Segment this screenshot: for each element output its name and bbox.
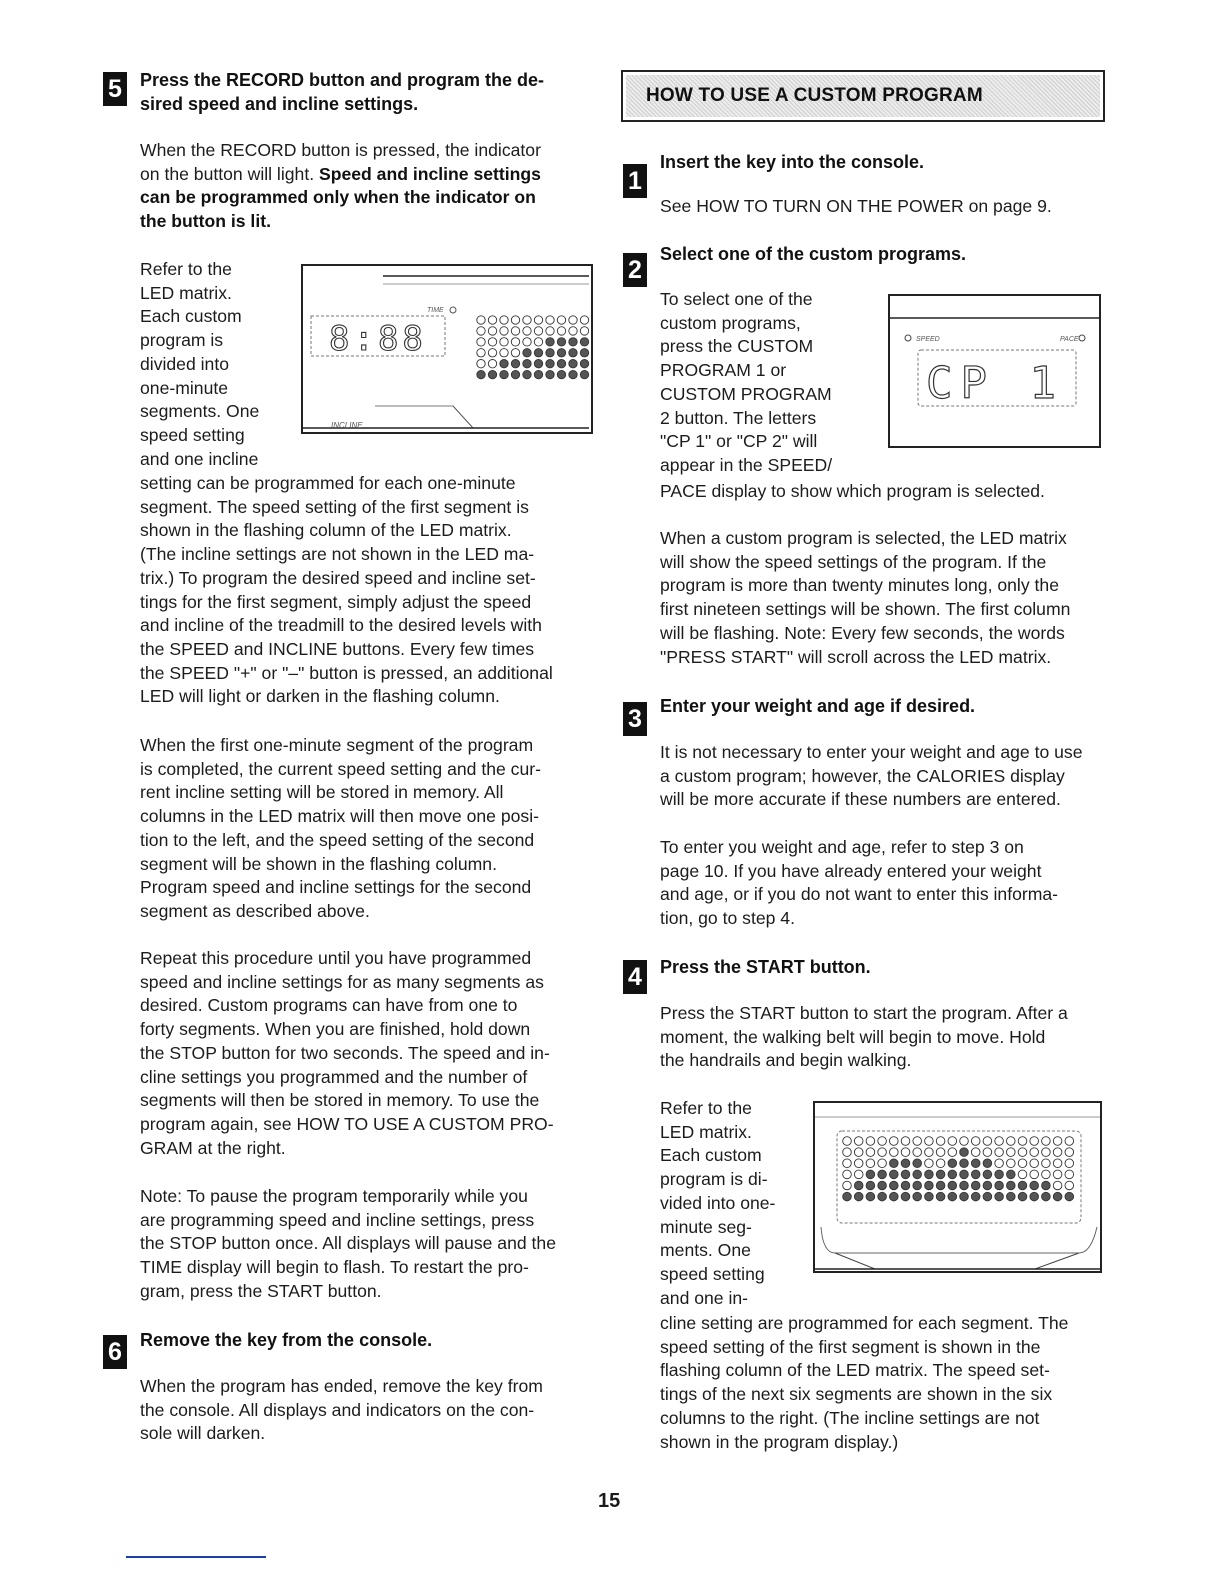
led-matrix-small xyxy=(477,316,589,379)
led-dot xyxy=(843,1148,852,1157)
led-dot xyxy=(1018,1148,1027,1157)
led-dot xyxy=(890,1137,899,1146)
led-dot xyxy=(580,316,588,324)
led-dot xyxy=(948,1192,957,1201)
led-dot xyxy=(534,338,542,346)
led-dot xyxy=(925,1148,934,1157)
led-dot xyxy=(1030,1170,1039,1179)
led-dot xyxy=(488,370,496,378)
led-dot xyxy=(1007,1181,1016,1190)
led-dot xyxy=(901,1137,910,1146)
led-dot xyxy=(901,1192,910,1201)
led-dot xyxy=(843,1192,852,1201)
led-dot xyxy=(580,360,588,368)
led-dot xyxy=(477,327,485,335)
led-dot xyxy=(960,1159,969,1168)
led-dot xyxy=(534,316,542,324)
led-dot xyxy=(534,370,542,378)
step-5-float-text: Refer to the LED matrix. Each custom program is divided into one-minute segments. One speed setting and one incline xyxy=(140,259,260,469)
led-dot xyxy=(569,316,577,324)
led-dot xyxy=(971,1170,980,1179)
led-dot xyxy=(523,370,531,378)
led-dot xyxy=(866,1137,875,1146)
console-illustration xyxy=(303,266,591,432)
led-dot xyxy=(995,1137,1004,1146)
led-dot xyxy=(901,1181,910,1190)
led-dot xyxy=(890,1192,899,1201)
led-dot xyxy=(878,1181,887,1190)
led-dot xyxy=(983,1192,992,1201)
led-dot xyxy=(500,327,508,335)
led-dot xyxy=(925,1181,934,1190)
led-dot xyxy=(1030,1137,1039,1146)
led-dot xyxy=(1042,1137,1051,1146)
led-dot xyxy=(546,370,554,378)
step-3-title: Enter your weight and age if desired. xyxy=(660,696,976,716)
step-4-float-text: Refer to the LED matrix. Each custom program is di- vided into one- minute seg- ments. One speed setting and one in- xyxy=(660,1098,776,1308)
led-dot xyxy=(854,1137,863,1146)
led-dot xyxy=(843,1137,852,1146)
led-dot xyxy=(1007,1148,1016,1157)
led-dot xyxy=(580,349,588,357)
led-dot xyxy=(1018,1159,1027,1168)
step-5-badge: 5 xyxy=(103,72,127,106)
led-dot xyxy=(500,316,508,324)
led-dot xyxy=(913,1192,922,1201)
led-dot xyxy=(995,1148,1004,1157)
step-2-paragraph-2: When a custom program is selected, the LED matrix will show the speed settings of the program. If the program is more than twenty minutes long, only the first nineteen settings will be shown. The first column will be flashing. Note: Every few seconds, the words "PRESS START" will scroll across the LED matrix. xyxy=(660,528,1071,667)
step-6-title: Remove the key from the console. xyxy=(140,1330,433,1350)
step-5-paragraph-4: Repeat this procedure until you have programmed speed and incline settings for as many segments as desired. Custom programs can have from one to forty segments. When you are finished, hold down the STOP button for two seconds. The speed and in- cline settings you programmed and the number of segments will then be stored in memory. To use the program again, see HOW TO USE A CUSTOM PRO- GRAM at the right. xyxy=(140,948,554,1158)
led-dot xyxy=(866,1192,875,1201)
led-dot xyxy=(995,1170,1004,1179)
led-dot xyxy=(948,1148,957,1157)
led-dot xyxy=(1018,1181,1027,1190)
led-dot xyxy=(1042,1159,1051,1168)
led-dot xyxy=(983,1181,992,1190)
led-dot xyxy=(936,1170,945,1179)
step-1-paragraph: See HOW TO TURN ON THE POWER on page 9. xyxy=(660,196,1052,216)
led-matrix-figure-program xyxy=(813,1101,1102,1273)
led-dot xyxy=(511,327,519,335)
led-dot xyxy=(511,360,519,368)
led-dot xyxy=(925,1192,934,1201)
led-dot xyxy=(866,1148,875,1157)
led-dot xyxy=(913,1159,922,1168)
step-5-note: Note: To pause the program temporarily while you are programming speed and incline settings, press the STOP button once. All displays will pause and the TIME display will begin to flash. To restart the pro- gram, press the START button. xyxy=(140,1186,556,1301)
led-dot xyxy=(878,1137,887,1146)
led-dot xyxy=(557,338,565,346)
step-4-title: Press the START button. xyxy=(660,957,871,977)
led-dot xyxy=(890,1170,899,1179)
led-dot xyxy=(866,1170,875,1179)
time-label: TIME xyxy=(427,307,444,314)
led-dot xyxy=(477,370,485,378)
banner-title: HOW TO USE A CUSTOM PROGRAM xyxy=(626,75,1100,117)
led-dot xyxy=(854,1181,863,1190)
led-dot xyxy=(1042,1170,1051,1179)
led-dot xyxy=(511,349,519,357)
led-dot xyxy=(866,1159,875,1168)
led-dot xyxy=(1053,1192,1062,1201)
led-dot xyxy=(901,1170,910,1179)
led-dot xyxy=(936,1148,945,1157)
led-dot xyxy=(878,1159,887,1168)
led-dot xyxy=(534,360,542,368)
led-dot xyxy=(854,1148,863,1157)
led-dot xyxy=(925,1137,934,1146)
led-dot xyxy=(995,1181,1004,1190)
led-dot xyxy=(523,338,531,346)
led-dot xyxy=(511,316,519,324)
step-3-badge: 3 xyxy=(623,702,647,736)
led-dot xyxy=(1053,1170,1062,1179)
led-dot xyxy=(1042,1192,1051,1201)
step-2-badge: 2 xyxy=(623,253,647,287)
led-dot xyxy=(913,1137,922,1146)
led-dot xyxy=(948,1137,957,1146)
step-4-paragraph-1: Press the START button to start the program. After a moment, the walking belt will begin to move. Hold the handrails and begin walking. xyxy=(660,1003,1068,1071)
step-6-paragraph: When the program has ended, remove the key from the console. All displays and indicators on the con- sole will darken. xyxy=(140,1376,543,1444)
led-dot xyxy=(546,316,554,324)
led-dot xyxy=(843,1181,852,1190)
led-dot xyxy=(477,338,485,346)
step-5-paragraph-1: When the RECORD button is pressed, the indicator on the button will light. Speed and incline settings can be programmed only when the indicator on the button is lit. xyxy=(140,140,541,232)
led-dot xyxy=(995,1159,1004,1168)
step-2-float-text: To select one of the custom programs, press the CUSTOM PROGRAM 1 or CUSTOM PROGRAM 2 button. The letters "CP 1" or "CP 2" will appear in the SPEED/ xyxy=(660,289,833,475)
led-dot xyxy=(1065,1148,1074,1157)
led-dot xyxy=(913,1170,922,1179)
led-dot xyxy=(913,1181,922,1190)
led-dot xyxy=(936,1192,945,1201)
led-dot xyxy=(523,349,531,357)
led-dot xyxy=(901,1148,910,1157)
led-dot xyxy=(1053,1137,1062,1146)
led-dot xyxy=(1007,1170,1016,1179)
led-dot xyxy=(511,370,519,378)
led-dot xyxy=(569,349,577,357)
led-dot xyxy=(960,1192,969,1201)
speed-label: SPEED xyxy=(916,336,940,343)
led-dot xyxy=(960,1137,969,1146)
led-dot xyxy=(511,338,519,346)
led-dot xyxy=(500,349,508,357)
program-matrix-illustration xyxy=(815,1103,1100,1271)
led-dot xyxy=(843,1170,852,1179)
led-dot xyxy=(925,1170,934,1179)
led-dot xyxy=(488,349,496,357)
led-dot xyxy=(936,1137,945,1146)
led-dot xyxy=(546,338,554,346)
led-dot xyxy=(580,338,588,346)
led-dot xyxy=(1018,1137,1027,1146)
led-dot xyxy=(1042,1148,1051,1157)
led-dot xyxy=(948,1159,957,1168)
led-dot xyxy=(971,1181,980,1190)
led-dot xyxy=(983,1170,992,1179)
led-dot xyxy=(878,1170,887,1179)
led-dot xyxy=(925,1159,934,1168)
led-dot xyxy=(878,1148,887,1157)
led-dot xyxy=(960,1181,969,1190)
cp1-display: CP 1 xyxy=(926,358,1064,409)
led-dot xyxy=(1053,1148,1062,1157)
led-dot xyxy=(1065,1137,1074,1146)
step-5-paragraph-2: setting can be programmed for each one-minute segment. The speed setting of the first segment is shown in the flashing column of the LED matrix. (The incline settings are not shown in the LED ma- trix.) To program the desired speed and incline set- tings for the first segment, simply adjust the speed and incline of the treadmill to the desired levels with the SPEED and INCLINE buttons. Every few times the SPEED "+" or "–" button is pressed, an additional LED will light or darken in the flashing column. xyxy=(140,473,553,707)
led-dot xyxy=(913,1148,922,1157)
led-dot xyxy=(488,316,496,324)
step-1-title: Insert the key into the console. xyxy=(660,152,925,172)
led-dot xyxy=(557,360,565,368)
led-dot xyxy=(1030,1192,1039,1201)
led-dot xyxy=(569,327,577,335)
led-dot xyxy=(1007,1159,1016,1168)
led-dot xyxy=(546,349,554,357)
led-dot xyxy=(557,327,565,335)
led-dot xyxy=(500,338,508,346)
led-dot xyxy=(960,1170,969,1179)
led-dot xyxy=(936,1159,945,1168)
led-dot xyxy=(1042,1181,1051,1190)
led-dot xyxy=(477,316,485,324)
step-2-full-line: PACE display to show which program is selected. xyxy=(660,481,1045,501)
led-dot xyxy=(1053,1181,1062,1190)
led-dot xyxy=(569,370,577,378)
led-dot xyxy=(878,1192,887,1201)
led-dot xyxy=(546,327,554,335)
led-dot xyxy=(557,370,565,378)
led-dot xyxy=(1007,1192,1016,1201)
led-dot xyxy=(569,360,577,368)
led-dot xyxy=(971,1137,980,1146)
led-dot xyxy=(983,1137,992,1146)
led-dot xyxy=(1065,1170,1074,1179)
led-dot xyxy=(948,1170,957,1179)
led-dot xyxy=(500,370,508,378)
led-dot xyxy=(936,1181,945,1190)
time-display: 8:88 xyxy=(329,319,427,359)
led-dot xyxy=(1065,1181,1074,1190)
speed-pace-display-figure xyxy=(888,294,1101,448)
led-dot xyxy=(890,1159,899,1168)
led-dot xyxy=(854,1170,863,1179)
footer-rule xyxy=(126,1556,266,1558)
led-dot xyxy=(843,1159,852,1168)
led-dot xyxy=(1030,1159,1039,1168)
led-dot xyxy=(948,1181,957,1190)
led-dot xyxy=(960,1148,969,1157)
led-dot xyxy=(1065,1192,1074,1201)
led-dot xyxy=(477,360,485,368)
led-dot xyxy=(1065,1159,1074,1168)
custom-program-banner xyxy=(621,70,1105,122)
led-dot xyxy=(488,338,496,346)
led-dot xyxy=(1053,1159,1062,1168)
step-4-paragraph-2: cline setting are programmed for each segment. The speed setting of the first segment is shown in the flashing column of the LED matrix. The speed set- tings of the next six segments are shown in the six columns to the right. (The incline settings are not shown in the program display.) xyxy=(660,1313,1069,1452)
led-dot xyxy=(890,1148,899,1157)
led-dot xyxy=(546,360,554,368)
led-dot xyxy=(477,349,485,357)
step-5-paragraph-3: When the first one-minute segment of the program is completed, the current speed setting and the cur- rent incline setting will be stored in memory. All columns in the LED matrix will then move one posi- tion to the left, and the speed setting of the second segment will be shown in the flashing column. Program speed and incline settings for the second segment as described above. xyxy=(140,735,541,921)
led-dot xyxy=(866,1181,875,1190)
led-dot xyxy=(534,327,542,335)
led-dot xyxy=(1018,1170,1027,1179)
led-dot xyxy=(1030,1181,1039,1190)
incline-label: INCLINE xyxy=(331,421,363,430)
page-number: 15 xyxy=(598,1490,621,1512)
led-dot xyxy=(523,327,531,335)
led-dot xyxy=(523,316,531,324)
led-dot xyxy=(854,1192,863,1201)
step-5-title: Press the RECORD button and program the de- sired speed and incline settings. xyxy=(140,70,545,114)
led-dot xyxy=(500,360,508,368)
step-3-paragraph-1: It is not necessary to enter your weight and age to use a custom program; however, the CALORIES display will be more accurate if these numbers are entered. xyxy=(660,742,1083,810)
led-dot xyxy=(971,1148,980,1157)
led-dot xyxy=(488,327,496,335)
led-dot xyxy=(1018,1192,1027,1201)
speed-pace-illustration xyxy=(890,296,1099,446)
step-4-badge: 4 xyxy=(623,960,647,994)
led-dot xyxy=(901,1159,910,1168)
pace-label: PACE xyxy=(1060,336,1079,343)
led-dot xyxy=(890,1181,899,1190)
led-dot xyxy=(534,349,542,357)
led-dot xyxy=(580,370,588,378)
led-dot xyxy=(971,1159,980,1168)
led-dot xyxy=(1007,1137,1016,1146)
step-1-badge: 1 xyxy=(623,164,647,198)
step-3-paragraph-2: To enter you weight and age, refer to step 3 on page 10. If you have already entered your weight and age, or if you do not want to enter this informa- tion, go to step 4. xyxy=(660,837,1059,929)
led-dot xyxy=(569,338,577,346)
led-dot xyxy=(854,1159,863,1168)
step-6-badge: 6 xyxy=(103,1335,127,1369)
led-dot xyxy=(580,327,588,335)
led-matrix-figure-record xyxy=(301,264,593,434)
led-dot xyxy=(523,360,531,368)
led-dot xyxy=(995,1192,1004,1201)
led-matrix-large xyxy=(843,1137,1074,1201)
led-dot xyxy=(557,316,565,324)
led-dot xyxy=(1030,1148,1039,1157)
led-dot xyxy=(983,1148,992,1157)
led-dot xyxy=(983,1159,992,1168)
led-dot xyxy=(557,349,565,357)
led-dot xyxy=(488,360,496,368)
step-2-title: Select one of the custom programs. xyxy=(660,244,967,264)
led-dot xyxy=(971,1192,980,1201)
